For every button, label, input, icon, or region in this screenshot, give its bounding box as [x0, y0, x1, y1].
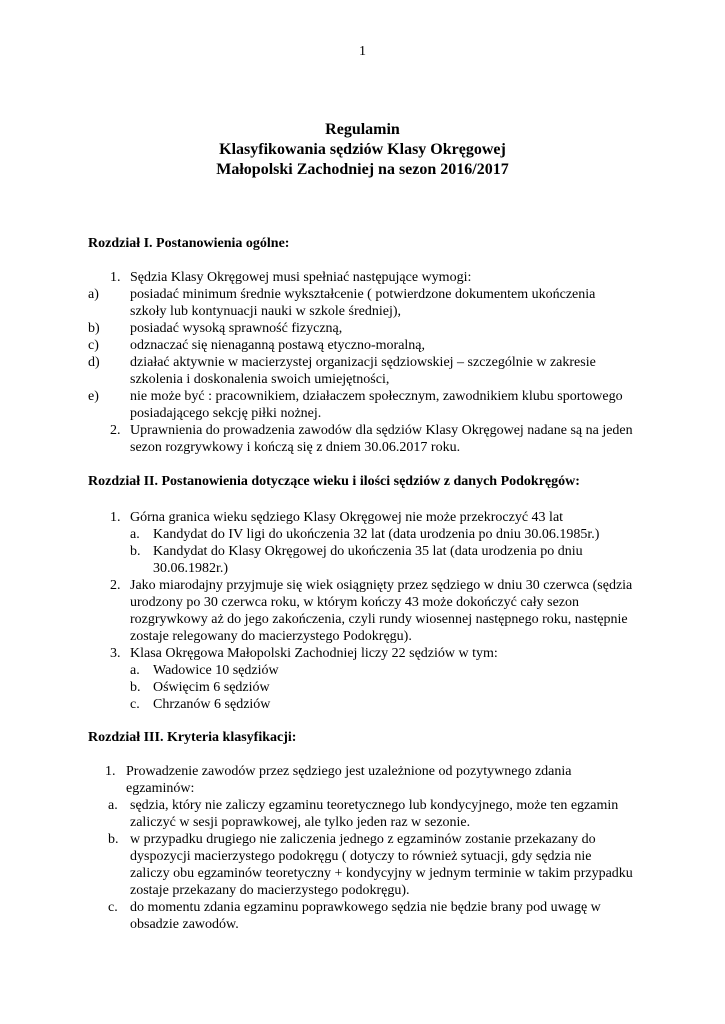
list-item-text: odznaczać się nienaganną postawą etyczno-moralną, — [130, 338, 426, 353]
title-line-1: Regulamin — [325, 121, 400, 138]
list-item-text: Jako miarodajny przyjmuje się wiek osiągnięty przez sędziego w dniu 30 czerwca (sędzia — [130, 578, 633, 593]
list-item-text: do momentu zdania egzaminu poprawkowego sędzia nie będzie brany pod uwagę w — [130, 900, 601, 915]
list-marker: a. — [130, 527, 140, 542]
title-line-2: Klasyfikowania sędziów Klasy Okręgowej — [219, 141, 506, 158]
list-marker: e) — [88, 389, 99, 404]
list-marker: 2. — [110, 578, 121, 593]
list-item-text: zaliczy obu egzaminów teoretyczny + kondycyjny w jednym terminie w takim przypadku — [130, 866, 633, 881]
list-marker: a. — [108, 798, 118, 813]
list-item-text: Kandydat do IV ligi do ukończenia 32 lat (data urodzenia po dniu 30.06.1985r.) — [153, 527, 600, 542]
section-heading: Rozdział I. Postanowienia ogólne: — [88, 236, 290, 251]
list-marker: d) — [88, 355, 100, 370]
list-item-text: sędzia, który nie zaliczy egzaminu teoretycznego lub kondycyjnego, może ten egzamin — [130, 798, 619, 813]
list-item-text: szkolenia i doskonalenia swoich umiejętności, — [130, 372, 390, 387]
list-item-text: obsadzie zawodów. — [130, 917, 239, 932]
title-line-3: Małopolski Zachodniej na sezon 2016/2017 — [216, 161, 509, 178]
list-marker: c. — [108, 900, 118, 915]
list-item-text: w przypadku drugiego nie zaliczenia jednego z egzaminów zostanie przekazany do — [130, 832, 596, 847]
list-marker: b) — [88, 321, 100, 336]
list-item-text: sezon rozgrywkowy i kończą się z dniem 30.06.2017 roku. — [130, 440, 461, 455]
list-item-text: szkoły lub kontynuacji nauki w szkole średniej), — [130, 304, 401, 319]
list-item-text: Klasa Okręgowa Małopolski Zachodniej liczy 22 sędziów w tym: — [130, 646, 498, 661]
list-item-text: Sędzia Klasy Okręgowej musi spełniać następujące wymogi: — [130, 270, 472, 285]
list-item-text: egzaminów: — [126, 781, 195, 796]
list-marker: c. — [130, 697, 140, 712]
list-item-text: Oświęcim 6 sędziów — [153, 680, 270, 695]
list-marker: a) — [88, 287, 99, 302]
list-item-text: Uprawnienia do prowadzenia zawodów dla sędziów Klasy Okręgowej nadane są na jeden — [130, 423, 633, 438]
list-item-text: Chrzanów 6 sędziów — [153, 697, 271, 712]
list-marker: b. — [130, 544, 141, 559]
page-number: 1 — [359, 44, 366, 59]
list-item-text: rozgrywkowy aż do jego zakończenia, czyli rundy wiosennej następnego roku, następnie — [130, 612, 628, 627]
list-item-text: zostaje relegowany do macierzystego Podokręgu). — [130, 629, 412, 644]
list-item-text: urodzony po 30 czerwca roku, w którym kończy 43 może dokończyć cały sezon — [130, 595, 580, 610]
list-marker: 1. — [105, 764, 116, 779]
list-marker: b. — [130, 680, 141, 695]
list-item-text: posiadać wysoką sprawność fizyczną, — [130, 321, 343, 336]
list-item-text: nie może być : pracownikiem, działaczem społecznym, zawodnikiem klubu sportowego — [130, 389, 623, 404]
list-marker: 1. — [110, 510, 121, 525]
section-heading: Rozdział III. Kryteria klasyfikacji: — [88, 730, 297, 745]
list-item-text: posiadającego sekcję piłki nożnej. — [130, 406, 322, 421]
list-marker: 2. — [110, 423, 121, 438]
list-marker: a. — [130, 663, 140, 678]
list-item-text: 30.06.1982r.) — [153, 561, 229, 576]
list-item-text: dyspozycji macierzystego podokręgu ( dotyczy to również sytuacji, gdy sędzia nie — [130, 849, 592, 864]
list-item-text: działać aktywnie w macierzystej organizacji sędziowskiej – szczególnie w zakresie — [130, 355, 596, 370]
list-item-text: zostaje przekazany do macierzystego podokręgu). — [130, 883, 410, 898]
list-item-text: Kandydat do Klasy Okręgowej do ukończenia 35 lat (data urodzenia po dniu — [153, 544, 583, 559]
list-marker: c) — [88, 338, 99, 353]
list-marker: 3. — [110, 646, 121, 661]
list-item-text: Wadowice 10 sędziów — [153, 663, 279, 678]
list-item-text: zaliczyć w sesji poprawkowej, ale tylko jeden raz w sezonie. — [130, 815, 471, 830]
list-item-text: Górna granica wieku sędziego Klasy Okręgowej nie może przekroczyć 43 lat — [130, 510, 564, 525]
list-item-text: posiadać minimum średnie wykształcenie ( potwierdzone dokumentem ukończenia — [130, 287, 596, 302]
list-item-text: Prowadzenie zawodów przez sędziego jest uzależnione od pozytywnego zdania — [126, 764, 572, 779]
section-heading: Rozdział II. Postanowienia dotyczące wieku i ilości sędziów z danych Podokręgów: — [88, 474, 580, 489]
list-marker: b. — [108, 832, 119, 847]
list-marker: 1. — [110, 270, 121, 285]
